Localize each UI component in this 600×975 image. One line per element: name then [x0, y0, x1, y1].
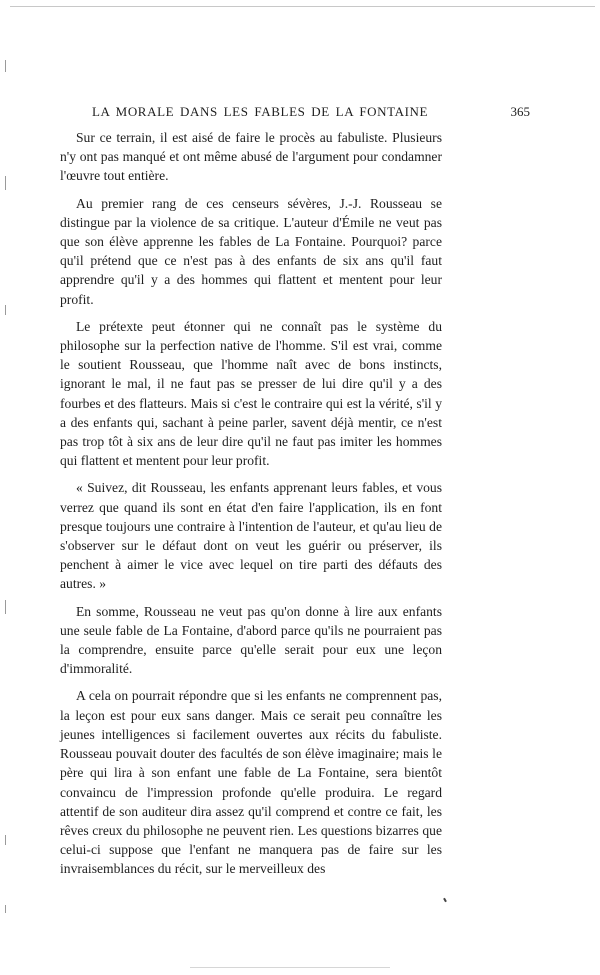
margin-mark [5, 905, 6, 913]
page-number: 365 [510, 104, 530, 119]
body-text [60, 128, 442, 887]
scan-edge-bottom [190, 967, 390, 968]
margin-mark [5, 60, 6, 72]
scan-edge-top [10, 6, 595, 7]
running-title: LA MORALE DANS LES FABLES DE LA FONTAINE [92, 104, 429, 119]
page-header [88, 104, 530, 122]
ink-speck [443, 898, 447, 902]
paragraph: Le prétexte peut étonner qui ne connaît pas le système du philosophe sur la perfection native de l'homme. S'il est vrai, comme le soutient Rousseau, que l'homme naît avec de bons instincts, ignorant le mal, il ne faut pas se presser de lui dire qu'il y a des fourbes et des flatteurs. Mais si c'est le contraire qui est la vérité, s'il y a des enfants qui, sachant à peine parler, savent déjà mentir, ce n'est pas trop tôt à six ans de leur dire qu'il ne faut pas imiter les hommes qui flattent et mentent pour leur profit. [60, 318, 442, 469]
margin-mark [5, 600, 6, 614]
paragraph: « Suivez, dit Rousseau, les enfants apprenant leurs fables, et vous verrez que quand ils sont en état d'en faire l'application, ils en font presque toujours une contraire à l'intention de l'auteur, et qu'au lieu de s'observer sur le défaut dont on veut les guérir ou préserver, ils penchent à aimer le vice avec lequel on tire parti des défauts des autres. » [60, 480, 442, 592]
paragraph: Sur ce terrain, il est aisé de faire le procès au fabuliste. Plusieurs n'y ont pas manqué et ont même abusé de l'argument pour condamner l'œuvre tout entière. [60, 130, 442, 184]
margin-mark [5, 176, 6, 190]
paragraph: A cela on pourrait répondre que si les enfants ne comprennent pas, la leçon est pour eux sans danger. Mais ce serait peu connaître les jeunes intelligences si facilement ouvertes aux récits du fabuliste. Rousseau pouvait douter des facultés de son élève imaginaire; mais le père qui lira à son enfant une fable de La Fontaine, sera bientôt convaincu de l'impression profonde qu'elle produira. Le regard attentif de son auditeur dira assez qu'il comprend et contre ce fait, les rêves creux du philosophe ne peuvent rien. Les questions bizarres que celui-ci suppose que l'enfant ne manquera pas de faire sur les invraisemblances du récit, sur le merveilleux des [60, 688, 442, 877]
paragraph: Au premier rang de ces censeurs sévères, J.-J. Rousseau se distingue par la violence de sa critique. L'auteur d'Émile ne veut pas que son élève apprenne les fables de La Fontaine. Pourquoi? parce qu'il prétend que ce n'est pas à des enfants de six ans qu'il faut apprendre qu'il y a des hommes qui flattent et mentent pour leur profit. [60, 195, 442, 307]
paragraph: En somme, Rousseau ne veut pas qu'on donne à lire aux enfants une seule fable de La Fontaine, d'abord parce qu'ils ne pourraient pas la comprendre, ensuite parce qu'elle serait pour eux une leçon d'immoralité. [60, 603, 442, 677]
margin-mark [5, 835, 6, 845]
margin-mark [5, 305, 6, 315]
